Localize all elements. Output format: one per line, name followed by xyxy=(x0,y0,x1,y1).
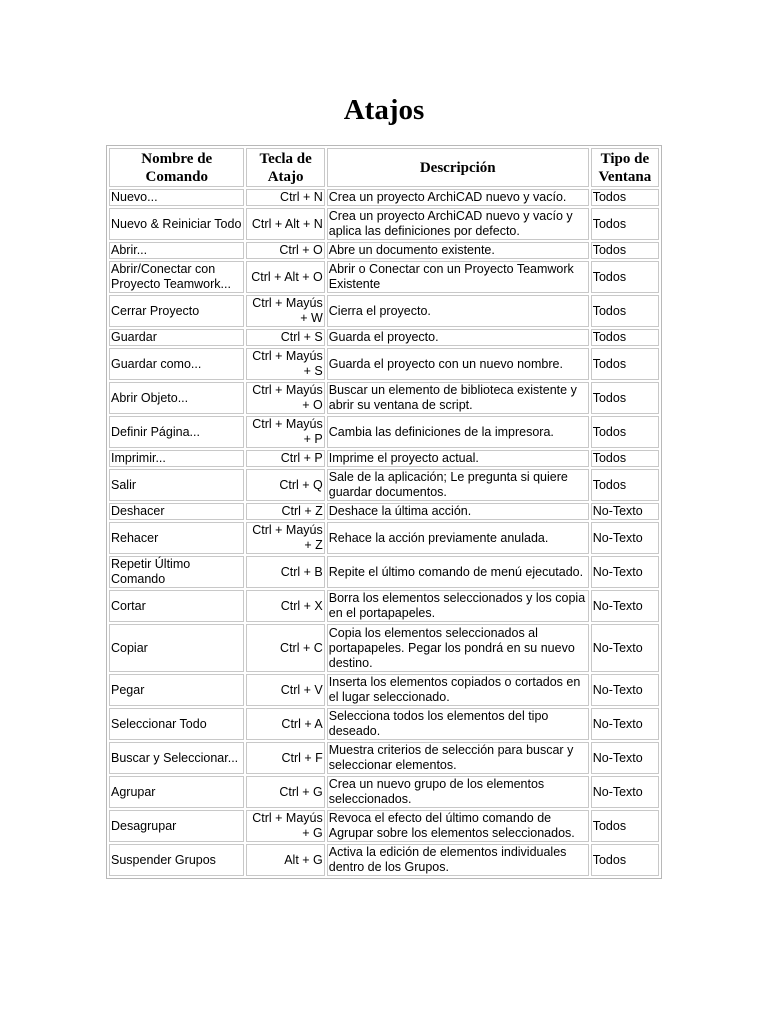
command-name-cell: Copiar xyxy=(109,624,244,672)
command-name-cell: Salir xyxy=(109,469,244,501)
command-name-cell: Abrir Objeto... xyxy=(109,382,244,414)
shortcut-key-cell: Ctrl + S xyxy=(246,329,324,346)
command-name-cell: Suspender Grupos xyxy=(109,844,244,876)
window-type-cell: Todos xyxy=(591,261,659,293)
description-cell: Cierra el proyecto. xyxy=(327,295,589,327)
column-header-window-type: Tipo de Ventana xyxy=(591,148,659,187)
table-row xyxy=(109,742,659,774)
window-type-cell: Todos xyxy=(591,416,659,448)
table-row xyxy=(109,450,659,467)
description-cell: Activa la edición de elementos individuales dentro de los Grupos. xyxy=(327,844,589,876)
shortcut-key-cell: Ctrl + V xyxy=(246,674,324,706)
description-cell: Revoca el efecto del último comando de Agrupar sobre los elementos seleccionados. xyxy=(327,810,589,842)
command-name-cell: Seleccionar Todo xyxy=(109,708,244,740)
table-row xyxy=(109,522,659,554)
column-header-shortcut-key: Tecla de Atajo xyxy=(246,148,324,187)
shortcut-key-cell: Ctrl + Mayús + P xyxy=(246,416,324,448)
column-header-description: Descripción xyxy=(327,148,589,187)
window-type-cell: No-Texto xyxy=(591,522,659,554)
shortcut-key-cell: Ctrl + Mayús + G xyxy=(246,810,324,842)
table-row xyxy=(109,469,659,501)
shortcut-key-cell: Ctrl + Mayús + S xyxy=(246,348,324,380)
command-name-cell: Imprimir... xyxy=(109,450,244,467)
command-name-cell: Rehacer xyxy=(109,522,244,554)
table-row xyxy=(109,556,659,588)
shortcut-key-cell: Ctrl + Mayús + W xyxy=(246,295,324,327)
window-type-cell: No-Texto xyxy=(591,624,659,672)
command-name-cell: Guardar como... xyxy=(109,348,244,380)
command-name-cell: Nuevo... xyxy=(109,189,244,206)
shortcuts-table xyxy=(106,145,662,879)
window-type-cell: Todos xyxy=(591,242,659,259)
table-row xyxy=(109,382,659,414)
description-cell: Selecciona todos los elementos del tipo deseado. xyxy=(327,708,589,740)
table-row xyxy=(109,329,659,346)
command-name-cell: Cortar xyxy=(109,590,244,622)
description-cell: Cambia las definiciones de la impresora. xyxy=(327,416,589,448)
table-body xyxy=(109,189,659,876)
column-header-command-name: Nombre de Comando xyxy=(109,148,244,187)
window-type-cell: Todos xyxy=(591,189,659,206)
description-cell: Abrir o Conectar con un Proyecto Teamwork Existente xyxy=(327,261,589,293)
command-name-cell: Abrir/Conectar con Proyecto Teamwork... xyxy=(109,261,244,293)
table-header-row xyxy=(109,148,659,187)
description-cell: Copia los elementos seleccionados al portapapeles. Pegar los pondrá en su nuevo destino. xyxy=(327,624,589,672)
window-type-cell: No-Texto xyxy=(591,590,659,622)
shortcut-key-cell: Ctrl + Alt + N xyxy=(246,208,324,240)
shortcut-key-cell: Ctrl + Z xyxy=(246,503,324,520)
window-type-cell: Todos xyxy=(591,295,659,327)
shortcut-key-cell: Ctrl + C xyxy=(246,624,324,672)
shortcut-key-cell: Ctrl + Q xyxy=(246,469,324,501)
window-type-cell: Todos xyxy=(591,348,659,380)
table-row xyxy=(109,776,659,808)
table-row xyxy=(109,503,659,520)
description-cell: Deshace la última acción. xyxy=(327,503,589,520)
command-name-cell: Buscar y Seleccionar... xyxy=(109,742,244,774)
window-type-cell: No-Texto xyxy=(591,708,659,740)
description-cell: Borra los elementos seleccionados y los copia en el portapapeles. xyxy=(327,590,589,622)
shortcut-key-cell: Ctrl + X xyxy=(246,590,324,622)
table-row xyxy=(109,708,659,740)
description-cell: Guarda el proyecto. xyxy=(327,329,589,346)
shortcut-key-cell: Ctrl + P xyxy=(246,450,324,467)
shortcut-key-cell: Ctrl + G xyxy=(246,776,324,808)
command-name-cell: Desagrupar xyxy=(109,810,244,842)
description-cell: Inserta los elementos copiados o cortados en el lugar seleccionado. xyxy=(327,674,589,706)
shortcut-key-cell: Ctrl + F xyxy=(246,742,324,774)
window-type-cell: Todos xyxy=(591,810,659,842)
window-type-cell: No-Texto xyxy=(591,776,659,808)
description-cell: Abre un documento existente. xyxy=(327,242,589,259)
table-row xyxy=(109,242,659,259)
command-name-cell: Repetir Último Comando xyxy=(109,556,244,588)
table-row xyxy=(109,189,659,206)
shortcut-key-cell: Ctrl + N xyxy=(246,189,324,206)
table-row xyxy=(109,674,659,706)
command-name-cell: Nuevo & Reiniciar Todo xyxy=(109,208,244,240)
shortcut-key-cell: Ctrl + Mayús + O xyxy=(246,382,324,414)
shortcut-key-cell: Ctrl + O xyxy=(246,242,324,259)
window-type-cell: No-Texto xyxy=(591,503,659,520)
command-name-cell: Agrupar xyxy=(109,776,244,808)
command-name-cell: Abrir... xyxy=(109,242,244,259)
description-cell: Repite el último comando de menú ejecutado. xyxy=(327,556,589,588)
window-type-cell: Todos xyxy=(591,382,659,414)
description-cell: Guarda el proyecto con un nuevo nombre. xyxy=(327,348,589,380)
window-type-cell: Todos xyxy=(591,469,659,501)
table-row xyxy=(109,208,659,240)
description-cell: Sale de la aplicación; Le pregunta si quiere guardar documentos. xyxy=(327,469,589,501)
window-type-cell: No-Texto xyxy=(591,556,659,588)
command-name-cell: Pegar xyxy=(109,674,244,706)
table-row xyxy=(109,261,659,293)
command-name-cell: Guardar xyxy=(109,329,244,346)
window-type-cell: Todos xyxy=(591,329,659,346)
description-cell: Crea un proyecto ArchiCAD nuevo y vacío y aplica las definiciones por defecto. xyxy=(327,208,589,240)
shortcut-key-cell: Ctrl + B xyxy=(246,556,324,588)
table-row xyxy=(109,810,659,842)
shortcut-key-cell: Ctrl + Alt + O xyxy=(246,261,324,293)
description-cell: Crea un proyecto ArchiCAD nuevo y vacío. xyxy=(327,189,589,206)
command-name-cell: Deshacer xyxy=(109,503,244,520)
command-name-cell: Cerrar Proyecto xyxy=(109,295,244,327)
window-type-cell: No-Texto xyxy=(591,674,659,706)
page-title: Atajos xyxy=(343,94,425,126)
shortcut-key-cell: Alt + G xyxy=(246,844,324,876)
shortcut-key-cell: Ctrl + Mayús + Z xyxy=(246,522,324,554)
description-cell: Imprime el proyecto actual. xyxy=(327,450,589,467)
table-row xyxy=(109,416,659,448)
description-cell: Crea un nuevo grupo de los elementos seleccionados. xyxy=(327,776,589,808)
table-row xyxy=(109,348,659,380)
description-cell: Rehace la acción previamente anulada. xyxy=(327,522,589,554)
window-type-cell: Todos xyxy=(591,450,659,467)
command-name-cell: Definir Página... xyxy=(109,416,244,448)
window-type-cell: Todos xyxy=(591,844,659,876)
table-row xyxy=(109,295,659,327)
window-type-cell: No-Texto xyxy=(591,742,659,774)
shortcut-key-cell: Ctrl + A xyxy=(246,708,324,740)
description-cell: Muestra criterios de selección para buscar y seleccionar elementos. xyxy=(327,742,589,774)
description-cell: Buscar un elemento de biblioteca existente y abrir su ventana de script. xyxy=(327,382,589,414)
table-row xyxy=(109,590,659,622)
table-row xyxy=(109,844,659,876)
table-row xyxy=(109,624,659,672)
window-type-cell: Todos xyxy=(591,208,659,240)
